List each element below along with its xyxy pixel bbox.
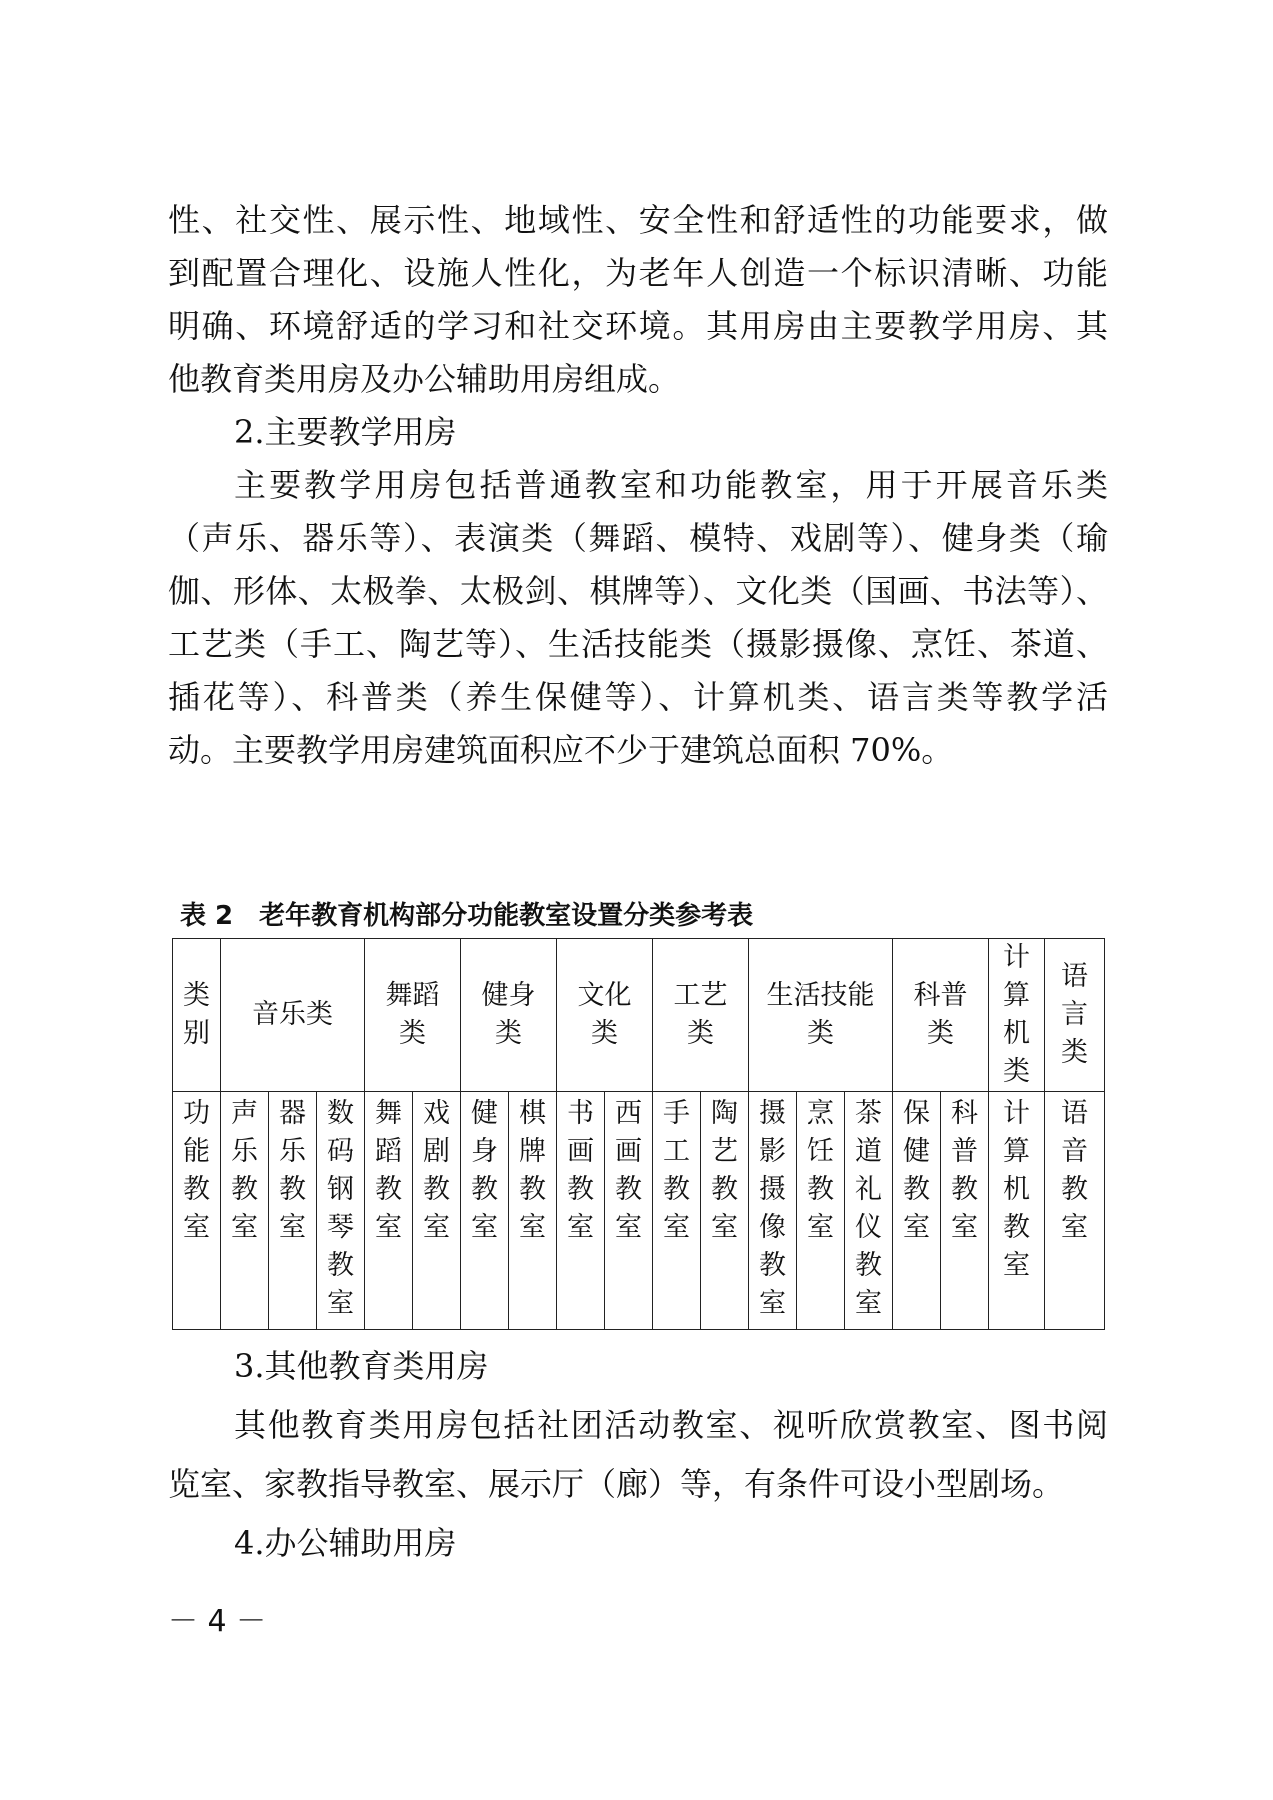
- table-header-cell: 音乐类: [221, 939, 365, 1092]
- table-cell: 数码钢琴教室: [317, 1092, 365, 1330]
- table-cell: 声乐教室: [221, 1092, 269, 1330]
- table-header-cell: 生活技能类: [749, 939, 893, 1092]
- table-cell: 语音教室: [1045, 1092, 1105, 1330]
- section-heading: 2.主要教学用房: [234, 413, 457, 451]
- table-cell: 陶艺教室: [701, 1092, 749, 1330]
- table-cell: 舞蹈教室: [365, 1092, 413, 1330]
- table-cell: 西画教室: [605, 1092, 653, 1330]
- table-header-cell: 工艺类: [653, 939, 749, 1092]
- section-heading: 4.办公辅助用房: [234, 1524, 457, 1562]
- table-cell: 健身教室: [461, 1092, 509, 1330]
- table-caption: [180, 898, 753, 934]
- table-header-cell: 计算机类: [989, 939, 1045, 1092]
- paragraph-line: 他教育类用房及办公辅助用房组成。: [168, 360, 681, 398]
- table-header-cell: 健身类: [461, 939, 557, 1092]
- paragraph-line: 明确、环境舒适的学习和社交环境。其用房由主要教学用房、其: [168, 307, 1108, 345]
- paragraph-line: 到配置合理化、设施人性化，为老年人创造一个标识清晰、功能: [168, 254, 1108, 292]
- paragraph-line: 插花等）、科普类（养生保健等）、计算机类、语言类等教学活: [168, 678, 1108, 716]
- table-cell: 手工教室: [653, 1092, 701, 1330]
- paragraph-line: 其他教育类用房包括社团活动教室、视听欣赏教室、图书阅: [234, 1406, 1108, 1444]
- classroom-table: [172, 938, 1105, 1330]
- table-header-cell: 类别: [173, 939, 221, 1092]
- table-header-cell: 舞蹈类: [365, 939, 461, 1092]
- table-cell: 摄影摄像教室: [749, 1092, 797, 1330]
- table-cell: 保健教室: [893, 1092, 941, 1330]
- table-cell: 戏剧教室: [413, 1092, 461, 1330]
- table-row: [173, 1092, 1105, 1330]
- page-number: － 4 －: [168, 1604, 267, 1639]
- paragraph-line: 工艺类（手工、陶艺等）、生活技能类（摄影摄像、烹饪、茶道、: [168, 625, 1108, 663]
- table-caption-number: 表 2: [180, 901, 234, 931]
- paragraph-line: 主要教学用房包括普通教室和功能教室，用于开展音乐类: [234, 466, 1108, 504]
- table-cell: 棋牌教室: [509, 1092, 557, 1330]
- table-cell: 计算机教室: [989, 1092, 1045, 1330]
- table-cell: 烹饪教室: [797, 1092, 845, 1330]
- table-header-row: [173, 939, 1105, 1092]
- table-cell: 科普教室: [941, 1092, 989, 1330]
- paragraph-line: （声乐、器乐等）、表演类（舞蹈、模特、戏剧等）、健身类（瑜: [168, 519, 1108, 557]
- table-cell: 功能教室: [173, 1092, 221, 1330]
- table-caption-title: 老年教育机构部分功能教室设置分类参考表: [259, 901, 754, 931]
- paragraph-line: 性、社交性、展示性、地域性、安全性和舒适性的功能要求，做: [168, 201, 1108, 239]
- paragraph-line: 伽、形体、太极拳、太极剑、棋牌等）、文化类（国画、书法等）、: [168, 572, 1108, 610]
- table-cell: 茶道礼仪教室: [845, 1092, 893, 1330]
- table-header-cell: 文化类: [557, 939, 653, 1092]
- table-header-cell: 科普类: [893, 939, 989, 1092]
- paragraph-line: 览室、家教指导教室、展示厅（廊）等，有条件可设小型剧场。: [168, 1465, 1065, 1503]
- table-header-cell: 语言类: [1045, 939, 1105, 1092]
- paragraph-line: 动。主要教学用房建筑面积应不少于建筑总面积 70%。: [168, 731, 954, 769]
- section-heading: 3.其他教育类用房: [234, 1347, 489, 1385]
- table-cell: 书画教室: [557, 1092, 605, 1330]
- table-cell: 器乐教室: [269, 1092, 317, 1330]
